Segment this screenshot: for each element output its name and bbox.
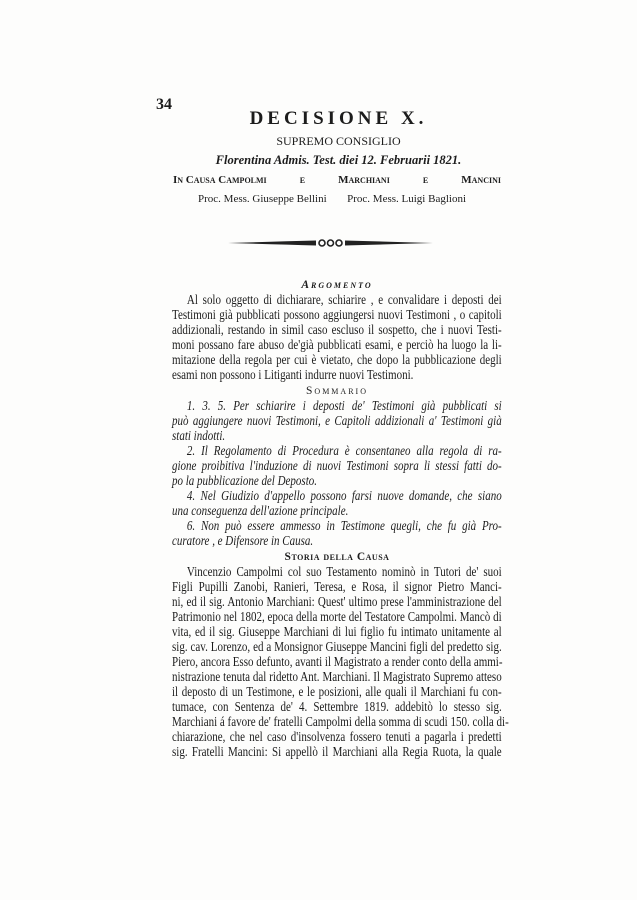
- case-date-line: Florentina Admis. Test. diei 12. Februarii 1821.: [215, 153, 462, 167]
- text-line: Testimoni già pubblicati possono aggiungersi nuovi Testimoni , o capitoli: [172, 308, 502, 323]
- text-line: stati indotti.: [172, 429, 226, 444]
- text-line: po la pubblicazione del Deposto.: [172, 474, 317, 489]
- procurator: Proc. Mess. Luigi Baglioni: [347, 193, 466, 205]
- storia-text: [172, 565, 509, 760]
- case-parties: [173, 174, 501, 186]
- text-line: nistrazione tenuta dal ridetto Ant. Marchiani. Il Magistrato Supremo atteso: [172, 670, 502, 685]
- section-heading-argomento: Argomento: [301, 279, 373, 291]
- text-line: 6. Non può essere ammesso in Testimone quegli, che fu già Pro-: [186, 519, 502, 534]
- party-name: Mancini: [461, 174, 501, 186]
- text-line: può aggiungere nuovi Testimoni, e Capitoli addizionali a' Testimoni già: [172, 414, 502, 429]
- text-line: Marchiani á favore de' fratelli Campolmi della somma di scudi 150. colla di-: [172, 715, 509, 730]
- body-text-column: [172, 277, 509, 760]
- text-line: chiarazione, che nel caso d'insolvenza fossero tenuti a pagarla i predetti: [172, 730, 502, 745]
- page-number: 34: [156, 96, 172, 113]
- text-line: Figli Pupilli Zanobi, Ranieri, Teresa, e Rosa, il signor Pietro Manci-: [172, 580, 502, 595]
- text-line: 1. 3. 5. Per schiarire i deposti de' Testimoni già pubblicati si: [186, 399, 502, 414]
- text-line: gione proibitiva l'induzione di nuovi Testimoni sopra li stessi fatti do-: [172, 459, 502, 474]
- text-line: sig. cav. Lorenzo, ed a Monsignor Giuseppe Mancini figli del predetto sig.: [172, 640, 502, 655]
- section-heading-sommario: Sommario: [306, 385, 368, 397]
- conjunction: e: [299, 174, 306, 186]
- argomento-text: [172, 293, 502, 383]
- text-line: moni possano fare abuso de'già pubblicati esami, e perciò ha luogo la li-: [172, 338, 502, 353]
- text-line: vita, ed il sig. Giuseppe Marchiani di lui figlio fu intimato unitamente al: [172, 625, 502, 640]
- text-line: tumace, con Sentenza de' 4. Settembre 1819. addebitò lo stesso sig.: [172, 700, 502, 715]
- sommario-text: [172, 399, 502, 549]
- text-line: una conseguenza dell'azione principale.: [172, 504, 349, 519]
- procurators: [198, 193, 466, 205]
- text-line: 4. Nel Giudizio d'appello possono farsi nuove domande, che siano: [186, 489, 502, 504]
- party-name: Marchiani: [338, 174, 390, 186]
- ornament-divider-icon: [228, 237, 433, 249]
- text-line: Vincenzio Campolmi col suo Testamento nominò in Tutori de' suoi: [186, 565, 502, 580]
- text-line: Patrimonio nel 1802, epoca della morte del Testatore Campolmi. Mancò di: [172, 610, 502, 625]
- text-line: ni, ed il sig. Antonio Marchiani: Quest' ultimo prese l'amministrazione del: [172, 595, 502, 610]
- conjunction: e: [422, 174, 429, 186]
- text-line: sig. Fratelli Mancini: Si appellò il Marchiani alla Regia Ruota, la quale: [172, 745, 502, 760]
- text-line: Piero, ancora Esso defunto, avanti il Magistrato a render conto della ammi-: [172, 655, 503, 670]
- text-line: esami non possono i Litiganti indurre nuovi Testimoni.: [172, 368, 414, 383]
- text-line: il deposto di un Testimone, e le posizioni, alle quali il Marchiani fu con-: [172, 685, 502, 700]
- text-line: mitazione della regola per cui è vietato, che dopo la pubblicazione degli: [172, 353, 502, 368]
- text-line: 2. Il Regolamento di Procedura è consentaneo alla regola di ra-: [186, 444, 502, 459]
- decision-title: DECISIONE X.: [249, 108, 428, 129]
- section-heading-storia: Storia della Causa: [284, 551, 390, 563]
- procurator: Proc. Mess. Giuseppe Bellini: [198, 193, 327, 205]
- court-name: SUPREMO CONSIGLIO: [276, 134, 401, 148]
- party-label: In Causa Campolmi: [173, 174, 267, 186]
- text-line: curatore , e Difensore in Causa.: [172, 534, 314, 549]
- text-line: Al solo oggetto di dichiarare, schiarire , e convalidare i deposti dei: [186, 293, 502, 308]
- text-line: addizionali, restando in simil caso escluso il sospetto, che i nuovi Testi-: [172, 323, 502, 338]
